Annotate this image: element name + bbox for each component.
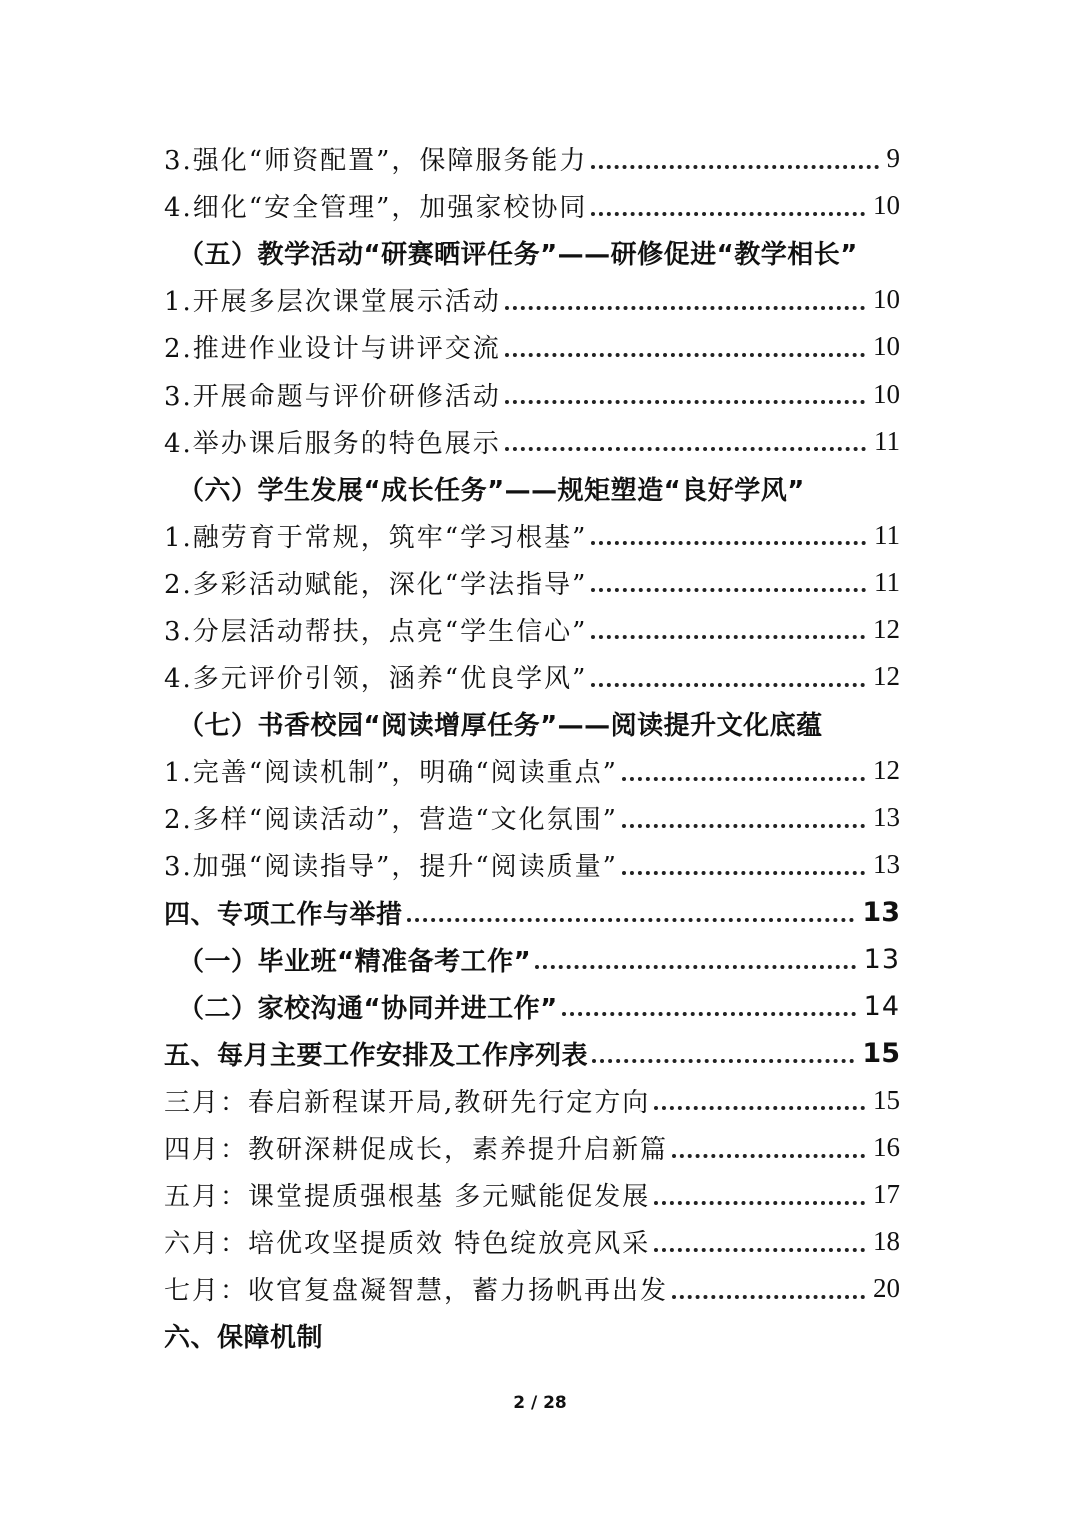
toc-entry-title: 4.多元评价引领，涵养“优良学风” xyxy=(164,664,588,695)
toc-entry-page-number: 17 xyxy=(873,1179,900,1210)
dot-leader xyxy=(672,1154,865,1158)
toc-entry-title: 六、保障机制 xyxy=(164,1323,324,1354)
toc-entry-page-number: 18 xyxy=(873,1226,900,1257)
toc-entry[interactable] xyxy=(164,983,900,1030)
dot-leader xyxy=(654,1201,865,1205)
dot-leader xyxy=(407,918,855,922)
toc-entry-page-number: 10 xyxy=(873,378,900,409)
toc-entry[interactable] xyxy=(164,889,900,936)
toc-entry-page-number: 12 xyxy=(873,755,900,786)
toc-entry[interactable] xyxy=(164,323,900,370)
toc-entry[interactable] xyxy=(164,653,900,700)
toc-entry-title: 2.多样“阅读活动”，营造“文化氛围” xyxy=(164,805,618,836)
page-number: 2 / 28 xyxy=(513,1393,567,1413)
toc-entry-page-number: 9 xyxy=(886,143,900,174)
toc-entry-page-number: 13 xyxy=(863,943,900,975)
toc-entry[interactable] xyxy=(164,1171,900,1218)
table-of-contents xyxy=(164,135,900,1359)
dot-leader xyxy=(505,400,865,404)
toc-entry-page-number: 13 xyxy=(862,896,900,928)
toc-entry[interactable] xyxy=(164,606,900,653)
toc-entry-title: 2.多彩活动赋能，深化“学法指导” xyxy=(164,569,588,600)
dot-leader xyxy=(654,1106,865,1110)
toc-entry[interactable] xyxy=(164,1124,900,1171)
toc-entry-title: （一）毕业班“精准备考工作” xyxy=(178,946,532,977)
toc-entry-title: 四月：教研深耕促成长，素养提升启新篇 xyxy=(164,1135,669,1166)
toc-entry-title: 七月：收官复盘凝智慧，蓄力扬帆再出发 xyxy=(164,1276,669,1307)
toc-entry-page-number: 11 xyxy=(874,519,900,550)
toc-entry-page-number: 12 xyxy=(873,613,900,644)
dot-leader xyxy=(505,353,865,357)
dot-leader xyxy=(654,1248,865,1252)
toc-entry-page-number: 10 xyxy=(873,284,900,315)
toc-entry-title: 2.推进作业设计与讲评交流 xyxy=(164,334,501,365)
dot-leader xyxy=(505,306,865,310)
toc-entry-title: 四、专项工作与举措 xyxy=(164,899,403,930)
toc-entry[interactable] xyxy=(164,936,900,983)
toc-entry-title: 五月：课堂提质强根基 多元赋能促发展 xyxy=(164,1182,651,1213)
dot-leader xyxy=(535,965,855,969)
dot-leader xyxy=(591,588,866,592)
toc-entry-page-number: 11 xyxy=(874,566,900,597)
toc-entry-title: 3.加强“阅读指导”，提升“阅读质量” xyxy=(164,852,618,883)
toc-entry[interactable] xyxy=(164,418,900,465)
toc-entry[interactable] xyxy=(164,1218,900,1265)
toc-entry-title: 4.举办课后服务的特色展示 xyxy=(164,428,501,459)
toc-entry[interactable] xyxy=(164,276,900,323)
toc-entry-page-number: 13 xyxy=(873,849,900,880)
toc-entry[interactable] xyxy=(164,135,900,182)
dot-leader xyxy=(591,541,866,545)
dot-leader xyxy=(592,1059,854,1063)
dot-leader xyxy=(505,447,866,451)
toc-entry-page-number: 16 xyxy=(873,1132,900,1163)
toc-entry[interactable] xyxy=(164,370,900,417)
dot-leader xyxy=(622,777,865,781)
toc-entry[interactable] xyxy=(164,841,900,888)
toc-section-heading xyxy=(164,229,900,276)
toc-entry-title: 3.开展命题与评价研修活动 xyxy=(164,381,501,412)
toc-entry-page-number: 12 xyxy=(873,661,900,692)
toc-entry-title: 1.完善“阅读机制”，明确“阅读重点” xyxy=(164,758,618,789)
toc-entry-title: （七）书香校园“阅读增厚任务”——阅读提升文化底蕴 xyxy=(178,711,823,742)
toc-entry-page-number: 15 xyxy=(862,1037,900,1069)
toc-entry-title: 三月：春启新程谋开局,教研先行定方向 xyxy=(164,1087,651,1118)
toc-entry[interactable] xyxy=(164,794,900,841)
toc-entry-page-number: 10 xyxy=(873,190,900,221)
toc-entry-title: 3.强化“师资配置”，保障服务能力 xyxy=(164,146,588,177)
toc-entry-page-number: 15 xyxy=(873,1084,900,1115)
dot-leader xyxy=(622,824,865,828)
toc-entry-page-number: 20 xyxy=(873,1273,900,1304)
toc-section-heading xyxy=(164,700,900,747)
dot-leader xyxy=(562,1012,856,1016)
toc-entry[interactable] xyxy=(164,747,900,794)
toc-section-heading xyxy=(164,465,900,512)
toc-entry-title: 1.融劳育于常规，筑牢“学习根基” xyxy=(164,522,588,553)
dot-leader xyxy=(591,165,878,169)
dot-leader xyxy=(622,871,865,875)
toc-entry[interactable] xyxy=(164,512,900,559)
toc-entry-page-number: 10 xyxy=(873,331,900,362)
toc-entry[interactable] xyxy=(164,1265,900,1312)
dot-leader xyxy=(591,212,865,216)
toc-entry-title: 3.分层活动帮扶，点亮“学生信心” xyxy=(164,616,588,647)
toc-entry[interactable] xyxy=(164,1030,900,1077)
toc-entry-title: 4.细化“安全管理”，加强家校协同 xyxy=(164,193,588,224)
toc-entry[interactable] xyxy=(164,1077,900,1124)
toc-entry-title: （六）学生发展“成长任务”——规矩塑造“良好学风” xyxy=(178,475,805,506)
toc-entry-page-number: 13 xyxy=(873,802,900,833)
toc-entry[interactable] xyxy=(164,182,900,229)
toc-entry-title: （五）教学活动“研赛晒评任务”——研修促进“教学相长” xyxy=(178,240,858,271)
toc-entry[interactable] xyxy=(164,559,900,606)
toc-section-heading xyxy=(164,1312,900,1359)
toc-entry-title: 1.开展多层次课堂展示活动 xyxy=(164,287,501,318)
dot-leader xyxy=(591,683,865,687)
dot-leader xyxy=(591,635,865,639)
toc-entry-title: 五、每月主要工作安排及工作序列表 xyxy=(164,1040,589,1071)
toc-entry-page-number: 11 xyxy=(874,425,900,456)
toc-entry-page-number: 14 xyxy=(863,990,900,1022)
toc-entry-title: （二）家校沟通“协同并进工作” xyxy=(178,993,558,1024)
dot-leader xyxy=(672,1295,865,1299)
toc-entry-title: 六月：培优攻坚提质效 特色绽放亮风采 xyxy=(164,1229,651,1260)
